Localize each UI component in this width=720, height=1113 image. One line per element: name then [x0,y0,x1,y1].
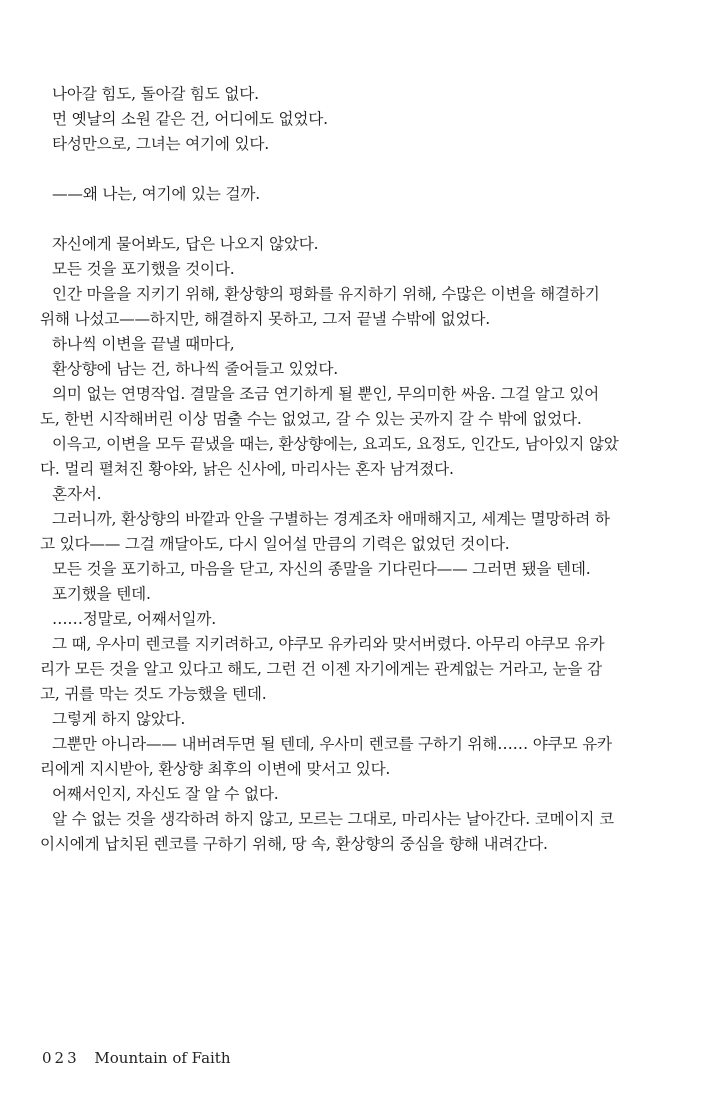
paragraph-line: 도, 한번 시작해버린 이상 멈출 수는 없었고, 갈 수 있는 곳까지 갈 수 밖에 없었다. [40,410,582,428]
paragraph-line: 그 때, 우사미 렌코를 지키려하고, 야쿠모 유카리와 맞서버렸다. 아무리 야쿠모 유카 [52,635,605,653]
paragraph-line: 이윽고, 이변을 모두 끝냈을 때는, 환상향에는, 요괴도, 요정도, 인간도, 남아있지 않았 [52,435,619,453]
paragraph-line: 환상향에 남는 건, 하나씩 줄어들고 있었다. [52,360,338,378]
paragraph-line: 먼 옛날의 소원 같은 건, 어디에도 없었다. [52,110,328,128]
paragraph-line: 타성만으로, 그녀는 여기에 있다. [52,135,270,153]
paragraph-line: 그뿐만 아니라—— 내버려두면 될 텐데, 우사미 렌코를 구하기 위해…… 야쿠모 유카 [52,735,612,753]
paragraph-line: 모든 것을 포기하고, 마음을 닫고, 자신의 종말을 기다린다—— 그러면 됐을 텐데. [52,560,591,578]
paragraph-line: 위해 나섰고——하지만, 해결하지 못하고, 그저 끝낼 수밖에 없었다. [40,310,490,328]
running-title: Mountain of Faith [94,1049,231,1067]
paragraph-line: 하나씩 이변을 끝낼 때마다, [52,335,235,353]
page-body-text [40,82,692,857]
paragraph-line: 리가 모든 것을 알고 있다고 해도, 그런 건 이젠 자기에게는 관계없는 거라고, 눈을 감 [40,660,602,678]
paragraph-line: 그러니까, 환상향의 바깥과 안을 구별하는 경계조차 애매해지고, 세계는 멸망하려 하 [52,510,610,528]
blank-line [40,207,692,232]
page-footer [42,1048,231,1068]
paragraph-line: 의미 없는 연명작업. 결말을 조금 연기하게 될 뿐인, 무의미한 싸움. 그걸 알고 있어 [52,385,599,403]
paragraph-line: 인간 마을을 지키기 위해, 환상향의 평화를 유지하기 위해, 수많은 이변을 해결하기 [52,285,600,303]
paragraph-line: 혼자서. [52,485,102,503]
paragraph-line: ……정말로, 어째서일까. [52,610,216,628]
paragraph-line: ——왜 나는, 여기에 있는 걸까. [52,185,260,203]
paragraph-line: 나아갈 힘도, 돌아갈 힘도 없다. [52,85,259,103]
paragraph-line: 고, 귀를 막는 것도 가능했을 텐데. [40,685,267,703]
paragraph-line: 모든 것을 포기했을 것이다. [52,260,235,278]
paragraph-line: 그렇게 하지 않았다. [52,710,186,728]
page-number: 023 [42,1049,80,1067]
paragraph-line: 알 수 없는 것을 생각하려 하지 않고, 모르는 그대로, 마리사는 날아간다. 코메이지 코 [52,810,614,828]
paragraph-line: 포기했을 텐데. [52,585,151,603]
paragraph-line: 리에게 지시받아, 환상향 최후의 이변에 맞서고 있다. [40,760,391,778]
paragraph-line: 고 있다—— 그걸 깨달아도, 다시 일어설 만큼의 기력은 없었던 것이다. [40,535,510,553]
blank-line [40,157,692,182]
paragraph-line: 자신에게 물어봐도, 답은 나오지 않았다. [52,235,319,253]
paragraph-line: 다. 멀리 펼쳐진 황야와, 낡은 신사에, 마리사는 혼자 남겨졌다. [40,460,454,478]
paragraph-line: 어째서인지, 자신도 잘 알 수 없다. [52,785,279,803]
paragraph-line: 이시에게 납치된 렌코를 구하기 위해, 땅 속, 환상향의 중심을 향해 내려간다. [40,835,548,853]
